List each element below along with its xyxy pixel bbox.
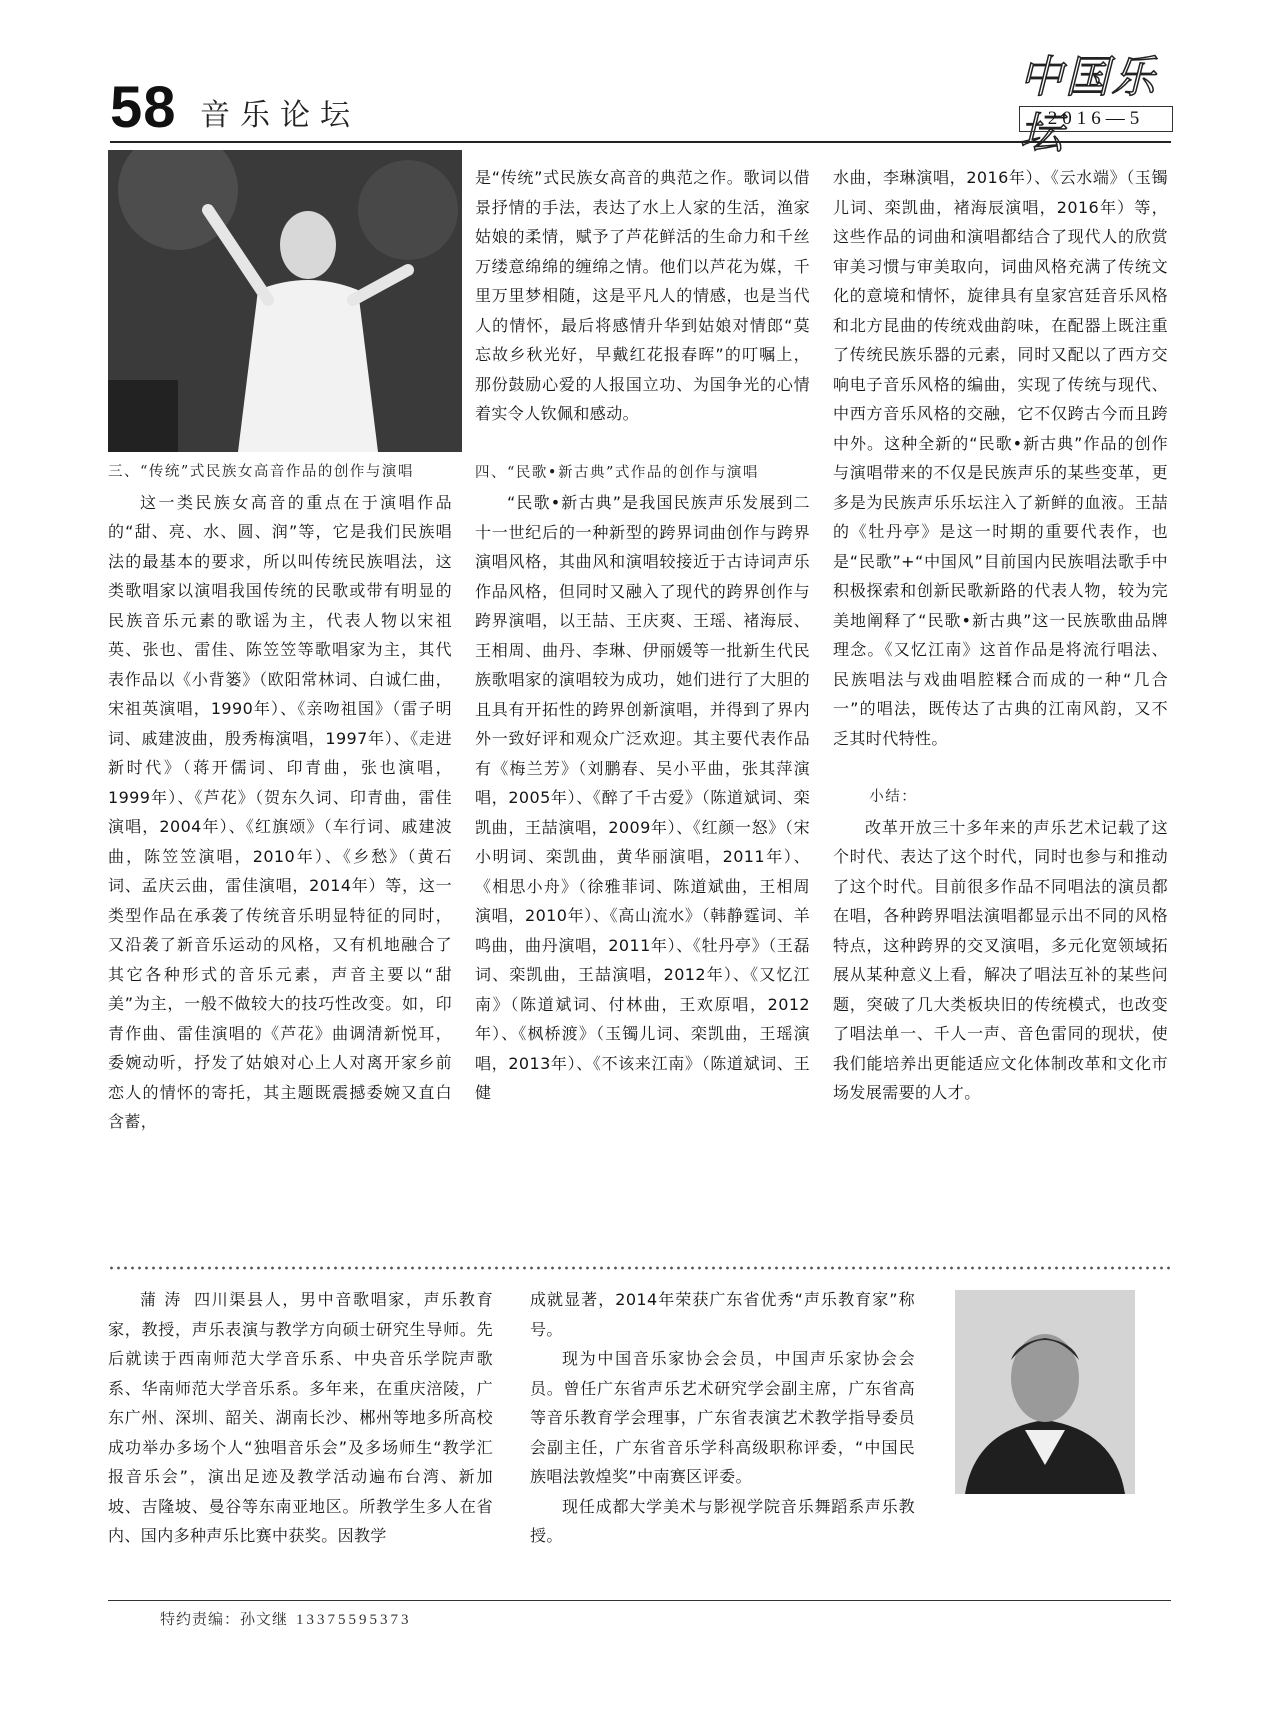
editor-credit: 特约责编：孙文继 bbox=[160, 1610, 289, 1628]
article-column-1 bbox=[108, 458, 452, 1137]
author-portrait-graphic bbox=[955, 1290, 1135, 1494]
author-name: 蒲 涛 bbox=[140, 1290, 183, 1309]
author-portrait bbox=[955, 1290, 1135, 1494]
paragraph: 是“传统”式民族女高音的典范之作。歌词以借景抒情的手法，表达了水上人家的生活，渔家姑娘的柔情，赋予了芦花鲜活的生命力和千丝万缕意绵绵的缠绵之情。他们以芦花为媒，千里万里梦相随，这是平凡人的情感，也是当代人的情怀，最后将感情升华到姑娘对情郎“莫忘故乡秋光好，早戴红花报春晖”的叮嘱上，那份鼓励心爱的人报国立功、为国争光的心情着实令人钦佩和感动。 bbox=[475, 168, 810, 423]
author-bio-column-2 bbox=[530, 1285, 915, 1551]
summary-paragraph: 改革开放三十多年来的声乐艺术记载了这个时代、表达了这个时代，同时也参与和推动了这个时代。目前很多作品不同唱法的演员都在唱，各种跨界唱法演唱都显示出不同的风格特点，这种跨界的交叉演唱，多元化宽领域拓展从某种意义上看，解决了唱法互补的某些问题，突破了几大类板块旧的传统模式，也改变了唱法单一、千人一声、音色雷同的现状，使我们能培养出更能适应文化体制改革和文化市场发展需要的人才。 bbox=[833, 817, 1168, 1102]
section-divider bbox=[108, 1265, 1171, 1271]
footer-rule bbox=[108, 1600, 1171, 1601]
summary-heading: 小结： bbox=[869, 789, 918, 805]
issue-label: 2016—5 bbox=[1019, 106, 1173, 132]
section-heading-3: 三、“传统”式民族女高音作品的创作与演唱 bbox=[108, 464, 414, 480]
section-heading-4: 四、“民歌•新古典”式作品的创作与演唱 bbox=[475, 464, 759, 481]
article-column-3 bbox=[833, 163, 1168, 1108]
author-membership: 现为中国音乐家协会会员，中国声乐家协会会员。曾任广东省声乐艺术研究学会副主席，广东省高等音乐教育学会理事，广东省表演艺术教学指导委员会副主任，广东省音乐学科高级职称评委，“中国民族唱法敦煌奖”中南赛区评委。 bbox=[530, 1349, 915, 1486]
performer-photo-graphic bbox=[108, 150, 462, 452]
author-intro: 四川渠县人，男中音歌唱家，声乐教育家，教授，声乐表演与教学方向硕士研究生导师。先后就读于西南师范大学音乐系、中央音乐学院声歌系、华南师范大学音乐系。多年来，在重庆涪陵，广东广州、深圳、韶关、湖南长沙、郴州等地多所高校成功举办多场个人“独唱音乐会”及多场师生“教学汇报音乐会”，演出足迹及教学活动遍布台湾、新加坡、吉隆坡、曼谷等东南亚地区。所教学生多人在省内、国内多种声乐比赛中获奖。因教学 bbox=[108, 1290, 493, 1545]
article-column-2 bbox=[475, 163, 810, 1108]
magazine-logo: 中国乐坛 bbox=[1019, 52, 1157, 159]
footer bbox=[160, 1608, 412, 1629]
section-name: 音乐论坛 bbox=[200, 98, 360, 133]
paragraph: “民歌•新古典”是我国民族声乐发展到二十一世纪后的一种新型的跨界词曲创作与跨界演唱风格，其曲风和演唱较接近于古诗词声乐作品风格，但同时又融入了现代的跨界创作与跨界演唱，以王喆、王庆爽、王瑶、褚海辰、王相周、曲丹、李琳、伊丽媛等一批新生代民族歌唱家的演唱较为成功，她们进行了大胆的且具有开拓性的跨界创新演唱，并得到了界内外一致好评和观众广泛欢迎。其主要代表作品有《梅兰芳》（刘鹏春、吴小平曲，张其萍演唱，2005年）、《醉了千古爱》（陈道斌词、栾凯曲，王喆演唱，2009年）、《红颜一怒》（宋小明词、栾凯曲，黄华丽演唱，2011年）、《相思小舟》（徐雅菲词、陈道斌曲，王相周演唱，2010年）、《高山流水》（韩静霆词、羊鸣曲，曲丹演唱，2011年）、《牡丹亭》（王磊词、栾凯曲，王喆演唱，2012年）、《又忆江南》（陈道斌词、付林曲，王欢原唱，2012年）、《枫桥渡》（玉镯儿词、栾凯曲，王瑶演唱，2013年）、《不该来江南》（陈道斌词、王健 bbox=[475, 493, 810, 1102]
paragraph: 这一类民族女高音的重点在于演唱作品的“甜、亮、水、圆、润”等，它是我们民族唱法的最基本的要求，所以叫传统民族唱法，这类歌唱家以演唱我国传统的民歌或带有明显的民族音乐元素的歌谣为主，代表人物以宋祖英、张也、雷佳、陈笠笠等歌唱家为主，其代表作品以《小背篓》（欧阳常林词、白诚仁曲，宋祖英演唱，1990年）、《亲吻祖国》（雷子明词、戚建波曲，殷秀梅演唱，1997年）、《走进新时代》（蒋开儒词、印青曲，张也演唱，1999年）、《芦花》（贺东久词、印青曲，雷佳演唱，2004年）、《红旗颂》（车行词、戚建波曲，陈笠笠演唱，2010年）、《乡愁》（黄石词、孟庆云曲，雷佳演唱，2014年）等，这一类型作品在承袭了传统音乐明显特征的同时，又沿袭了新音乐运动的风格，又有机地融合了其它各种形式的音乐元素，声音主要以“甜美”为主，一般不做较大的技巧性改变。如，印青作曲、雷佳演唱的《芦花》曲调清新悦耳，委婉动听，抒发了姑娘对心上人对离开家乡前恋人的情怀的寄托，其主题既震撼委婉又直白含蓄， bbox=[108, 492, 452, 1131]
page-number: 58 bbox=[110, 75, 177, 140]
paragraph: 水曲，李琳演唱，2016年）、《云水端》（玉镯儿词、栾凯曲，褚海辰演唱，2016年）等，这些作品的词曲和演唱都结合了现代人的欣赏审美习惯与审美取向，词曲风格充满了传统文化的意境和情怀，旋律具有皇家宫廷音乐风格和北方昆曲的传统戏曲韵味，在配器上既注重了传统民族乐器的元素，同时又配以了西方交响电子音乐风格的编曲，实现了传统与现代、中西方音乐风格的交融，它不仅跨古今而且跨中外。这种全新的“民歌•新古典”作品的创作与演唱带来的不仅是民族声乐的某些变革，更多是为民族声乐乐坛注入了新鲜的血液。王喆的《牡丹亭》是这一时期的重要代表作，也是“民歌”+“中国风”目前国内民族唱法歌手中积极探索和创新民歌新路的代表人物，较为完美地阐释了“民歌•新古典”这一民族歌曲品牌理念。《又忆江南》这首作品是将流行唱法、民族唱法与戏曲唱腔糅合而成的一种“几合一”的唱法，既传达了古典的江南风韵，又不乏其时代特性。 bbox=[833, 168, 1168, 748]
performer-photo bbox=[108, 150, 462, 452]
author-bio-column-1 bbox=[108, 1285, 493, 1551]
editor-phone: 13375595373 bbox=[296, 1612, 412, 1628]
author-bio-continuation: 成就显著，2014年荣获广东省优秀“声乐教育家”称号。 bbox=[530, 1290, 915, 1339]
header-rule bbox=[110, 141, 1171, 143]
author-current-position: 现任成都大学美术与影视学院音乐舞蹈系声乐教授。 bbox=[530, 1496, 915, 1545]
